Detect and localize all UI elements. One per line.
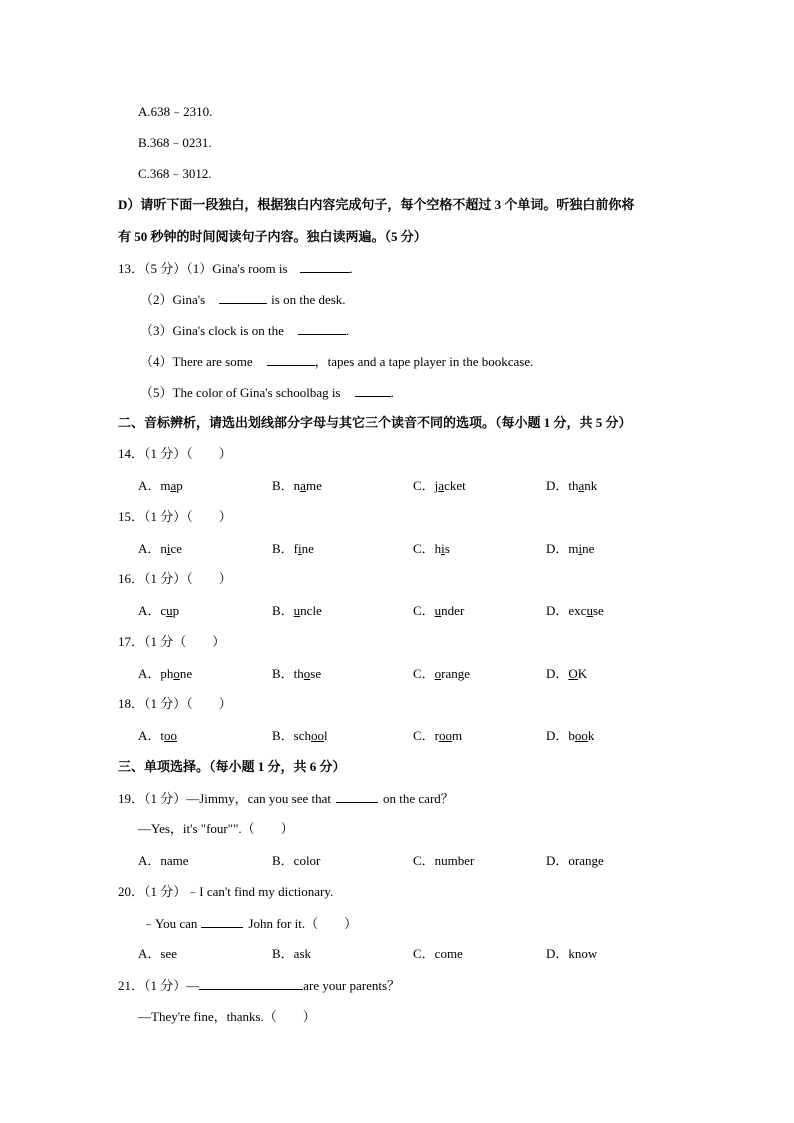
q13-head-end: . <box>349 261 353 276</box>
phonetics-option-18-c[interactable] <box>413 728 462 744</box>
q13-blank-4 <box>267 353 315 366</box>
q13-item-4-pre: （4）There are some <box>140 354 253 369</box>
section-d-line2: 有 50 秒钟的时间阅读句子内容。独白读两遍。（5 分） <box>118 229 427 244</box>
word-suffix: ne <box>301 541 314 556</box>
q19-option-a[interactable]: A．name <box>138 853 189 868</box>
phonetics-option-17-a[interactable] <box>138 666 192 682</box>
phonetics-option-16-d[interactable] <box>546 603 604 619</box>
q13-blank-3 <box>298 322 346 335</box>
option-letter: D． <box>546 478 569 493</box>
underlined-letters: oo <box>439 728 453 743</box>
q19-post: on the card？ <box>383 791 454 806</box>
word-prefix: sch <box>293 728 312 743</box>
phonetics-option-17-b[interactable] <box>272 666 321 682</box>
underlined-letters: oo <box>164 728 178 743</box>
underlined-letters: u <box>586 603 593 618</box>
word-prefix: n <box>293 478 301 493</box>
q20-stem: 20．（1 分）﹣I can't find my dictionary. <box>118 884 334 899</box>
q13-item-2-post: is on the desk. <box>271 292 346 307</box>
q21-pre: 21．（1 分）— <box>118 978 200 993</box>
word-prefix: b <box>568 728 575 743</box>
q21-stem <box>118 977 400 994</box>
phonetics-option-14-a[interactable] <box>138 478 183 494</box>
option-letter: D． <box>546 666 569 681</box>
option-letter: D． <box>546 541 569 556</box>
q19-answer: —Yes，it's "four"".（ ） <box>138 821 294 836</box>
word-suffix: me <box>305 478 322 493</box>
word-suffix: ncle <box>300 603 322 618</box>
q13-item-5-post: . <box>390 385 394 400</box>
word-prefix: n <box>160 541 167 556</box>
word-prefix: c <box>160 603 167 618</box>
phonetics-option-14-b[interactable] <box>272 478 322 494</box>
q21-answer: —They're fine，thanks.（ ） <box>138 1009 316 1024</box>
word-suffix: s <box>444 541 450 556</box>
option-letter: A． <box>138 603 161 618</box>
option-letter: A． <box>138 666 161 681</box>
underlined-letters: u <box>166 603 173 618</box>
underlined-letters: u <box>434 603 442 618</box>
word-prefix: th <box>568 478 579 493</box>
word-suffix: p <box>172 603 180 618</box>
q20-option-b[interactable]: B．ask <box>272 946 312 961</box>
option-letter: B． <box>272 603 294 618</box>
underlined-letters: oo <box>574 728 588 743</box>
prev-option-c: C.368﹣3012. <box>138 166 212 181</box>
q19-option-d[interactable]: D．orange <box>546 853 604 868</box>
word-suffix: k <box>587 728 595 743</box>
word-prefix: m <box>568 541 579 556</box>
underlined-letters: o <box>303 666 311 681</box>
option-letter: C． <box>413 728 435 743</box>
option-letter: A． <box>138 728 161 743</box>
option-letter: B． <box>272 478 294 493</box>
section-2-title: 二、音标辨析，请选出划线部分字母与其它三个读音不同的选项。（每小题 1 分，共 5 分） <box>118 415 632 430</box>
phonetics-option-14-c[interactable] <box>413 478 466 494</box>
option-letter: C． <box>413 666 435 681</box>
word-prefix: f <box>293 541 299 556</box>
underlined-letters: o <box>434 666 442 681</box>
q13-head <box>118 260 353 277</box>
phonetics-stem-16: 16．（1 分）（ ） <box>118 571 232 586</box>
q20-blank <box>201 915 243 928</box>
q13-item-3-pre: （3）Gina's clock is on the <box>140 323 284 338</box>
prev-option-b: B.368﹣0231. <box>138 135 212 150</box>
word-prefix: m <box>160 478 171 493</box>
option-letter: B． <box>272 728 294 743</box>
q13-item-3 <box>140 322 349 339</box>
q13-item-2-pre: （2）Gina's <box>140 292 206 307</box>
q19-stem <box>118 790 454 807</box>
option-letter: D． <box>546 728 569 743</box>
phonetics-stem-18: 18．（1 分）（ ） <box>118 696 232 711</box>
word-suffix: se <box>592 603 604 618</box>
q21-blank <box>199 977 303 990</box>
word-prefix: ph <box>160 666 174 681</box>
underlined-letters: O <box>568 666 578 681</box>
q20-pre: ﹣You can <box>142 916 198 931</box>
underlined-letters: u <box>293 603 301 618</box>
phonetics-option-18-d[interactable] <box>546 728 594 744</box>
word-prefix: j <box>434 478 439 493</box>
word-prefix: t <box>160 728 165 743</box>
phonetics-option-16-b[interactable] <box>272 603 322 619</box>
phonetics-option-15-d[interactable] <box>546 541 594 557</box>
phonetics-option-15-c[interactable] <box>413 541 450 557</box>
phonetics-option-16-c[interactable] <box>413 603 464 619</box>
option-letter: C． <box>413 603 435 618</box>
phonetics-option-15-b[interactable] <box>272 541 314 557</box>
underlined-letters: i <box>441 541 445 556</box>
option-letter: C． <box>413 541 435 556</box>
option-letter: D． <box>546 603 569 618</box>
phonetics-option-17-c[interactable] <box>413 666 470 682</box>
q19-blank <box>336 790 378 803</box>
phonetics-option-16-a[interactable] <box>138 603 179 619</box>
underlined-letters: o <box>173 666 180 681</box>
phonetics-stem-15: 15．（1 分）（ ） <box>118 509 232 524</box>
underlined-letters: a <box>438 478 445 493</box>
q19-option-c[interactable]: C．number <box>413 853 475 868</box>
q13-head-text: 13．（5 分）（1）Gina's room is <box>118 261 288 276</box>
underlined-letters: a <box>578 478 585 493</box>
q13-item-2 <box>140 291 346 308</box>
option-letter: B． <box>272 666 294 681</box>
q13-item-4 <box>140 353 533 370</box>
q19-pre: 19．（1 分）—Jimmy，can you see that <box>118 791 332 806</box>
option-letter: B． <box>272 541 294 556</box>
word-prefix: h <box>434 541 442 556</box>
q20-post: John for it.（ ） <box>248 916 358 931</box>
phonetics-option-17-d[interactable] <box>546 666 587 682</box>
word-suffix: ce <box>170 541 183 556</box>
option-letter: C． <box>413 478 435 493</box>
phonetics-stem-17: 17．（1 分（ ） <box>118 634 226 649</box>
q13-item-3-post: . <box>345 323 350 338</box>
q13-blank-2 <box>219 291 267 304</box>
word-suffix: se <box>310 666 322 681</box>
section-3-title: 三、单项选择。（每小题 1 分，共 6 分） <box>118 759 346 774</box>
word-suffix: cket <box>444 478 466 493</box>
word-suffix: ne <box>179 666 193 681</box>
word-suffix: p <box>176 478 183 493</box>
word-suffix: l <box>324 728 328 743</box>
phonetics-option-15-a[interactable] <box>138 541 182 557</box>
word-prefix: th <box>293 666 304 681</box>
q13-blank-5 <box>355 384 391 397</box>
q19-option-b[interactable]: B．color <box>272 853 321 868</box>
q20-option-a[interactable]: A．see <box>138 946 177 961</box>
phonetics-option-18-a[interactable] <box>138 728 177 744</box>
phonetics-stem-14: 14．（1 分）（ ） <box>118 446 232 461</box>
q13-blank-1 <box>300 260 350 273</box>
word-suffix: nder <box>441 603 465 618</box>
q20-option-d[interactable]: D．know <box>546 946 598 961</box>
word-prefix: r <box>434 728 440 743</box>
q13-item-5-pre: （5）The color of Gina's schoolbag is <box>140 385 341 400</box>
word-suffix: m <box>452 728 463 743</box>
word-suffix: ne <box>582 541 595 556</box>
prev-option-a: A.638﹣2310. <box>138 104 213 119</box>
q20-option-c[interactable]: C．come <box>413 946 463 961</box>
q21-post: are your parents？ <box>303 978 401 993</box>
underlined-letters: oo <box>311 728 325 743</box>
option-letter: A． <box>138 478 161 493</box>
section-d-line1: D）请听下面一段独白，根据独白内容完成句子，每个空格不超过 3 个单词。听独白前你将 <box>118 197 635 212</box>
word-suffix: range <box>441 666 471 681</box>
underlined-letters: i <box>166 541 171 556</box>
underlined-letters: a <box>300 478 306 493</box>
phonetics-option-14-d[interactable] <box>546 478 597 494</box>
option-letter: A． <box>138 541 161 556</box>
q13-item-5 <box>140 384 394 401</box>
word-prefix: exc <box>568 603 587 618</box>
word-suffix: nk <box>584 478 598 493</box>
underlined-letters: i <box>298 541 302 556</box>
underlined-letters: a <box>170 478 177 493</box>
q13-item-4-post: ，tapes and a tape player in the bookcase. <box>314 354 534 369</box>
q20-response <box>142 915 357 932</box>
underlined-letters: i <box>578 541 583 556</box>
phonetics-option-18-b[interactable] <box>272 728 328 744</box>
word-suffix: K <box>577 666 588 681</box>
